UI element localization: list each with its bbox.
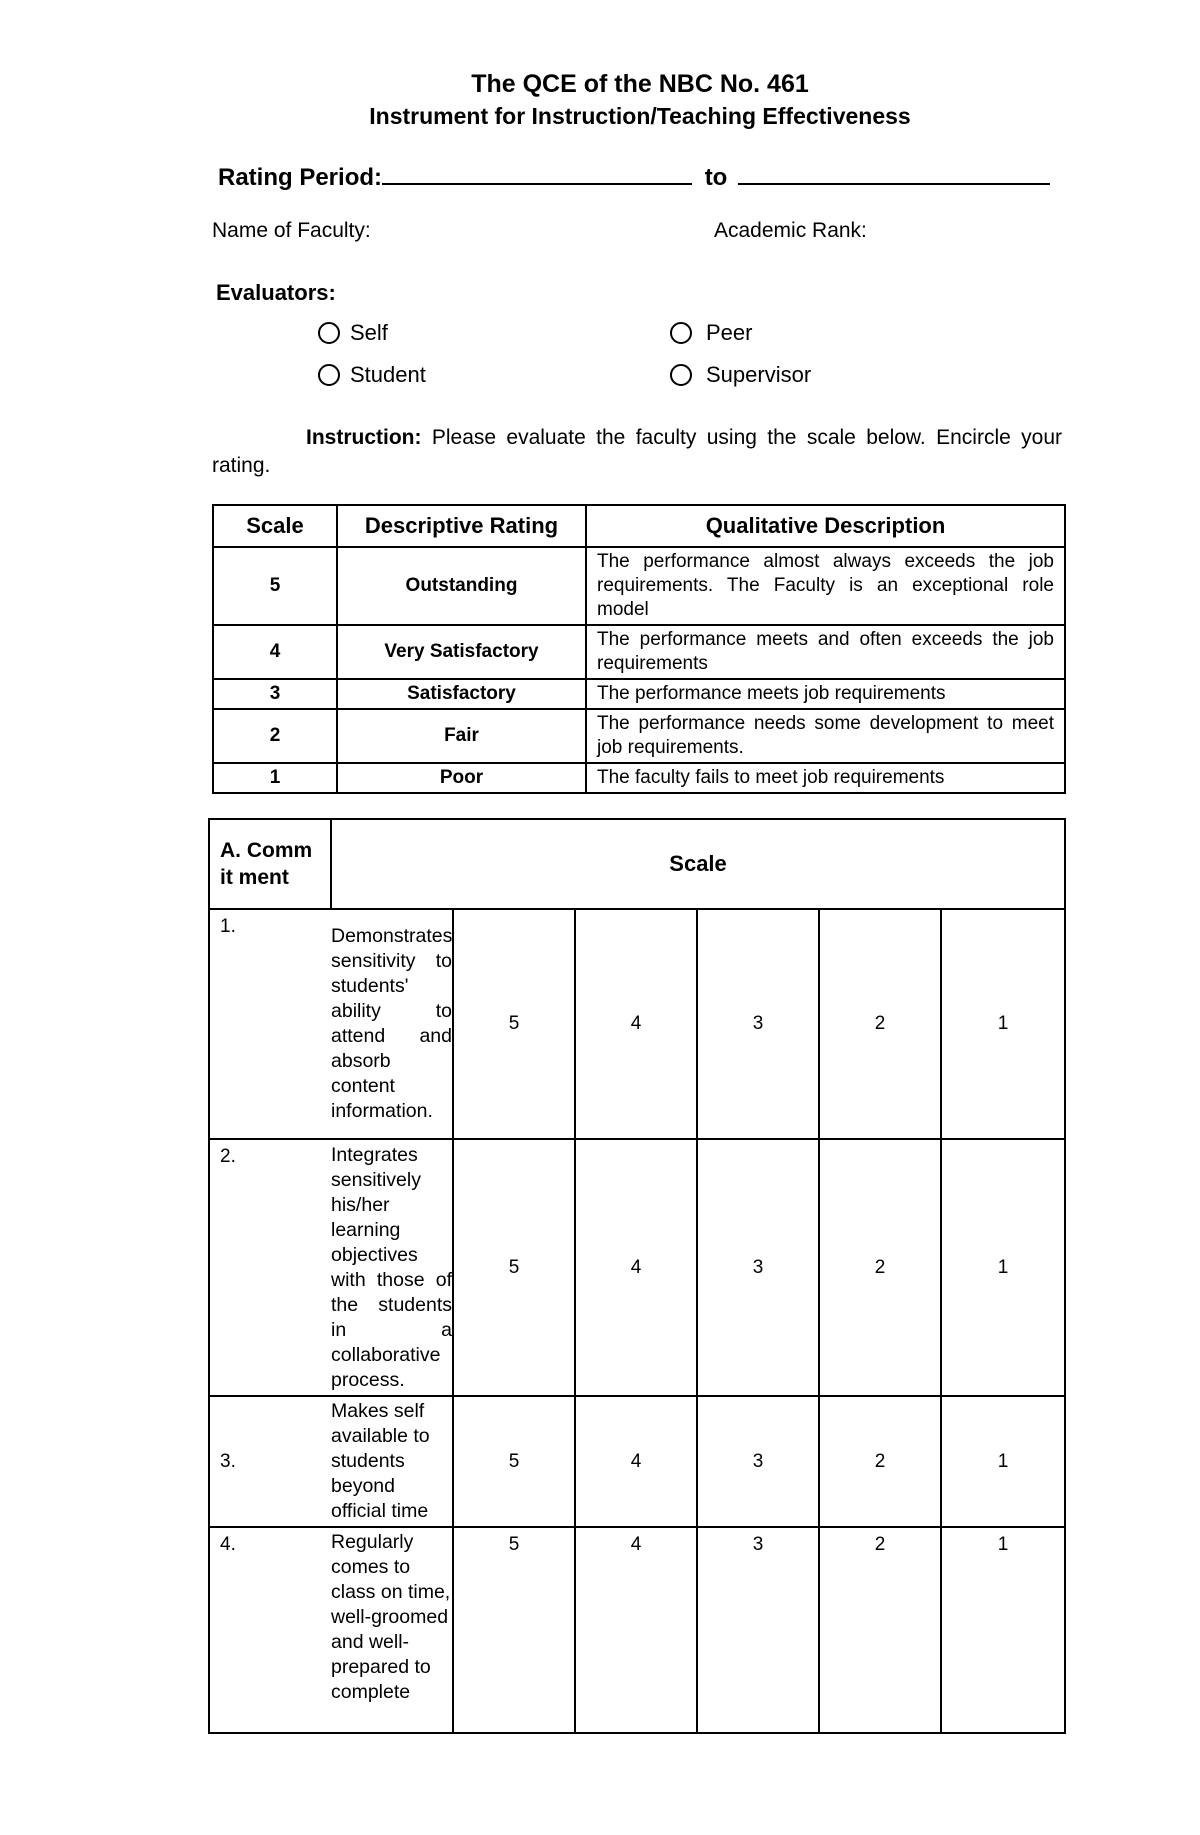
- evaluator-option-student[interactable]: [318, 362, 426, 388]
- rating-option[interactable]: 5: [453, 1396, 575, 1527]
- rating-option[interactable]: 5: [453, 1527, 575, 1733]
- instruction-label: Instruction:: [306, 426, 422, 449]
- rating-option[interactable]: 1: [941, 909, 1065, 1139]
- descriptive-rating: Outstanding: [337, 547, 586, 625]
- instruction-body: Please evaluate the faculty using the scale below. Encircle your rating.: [212, 426, 1062, 477]
- rating-option[interactable]: 4: [575, 1139, 697, 1396]
- descriptive-rating: Very Satisfactory: [337, 625, 586, 679]
- item-number: 3.: [209, 1396, 331, 1527]
- rating-option[interactable]: 4: [575, 1527, 697, 1733]
- evaluator-option-peer[interactable]: [670, 320, 752, 346]
- item-number: 4.: [209, 1527, 331, 1733]
- evaluator-option-supervisor[interactable]: [670, 362, 811, 388]
- item-description: Demonstrates sensitivity to students' ability to attend and absorb content information.: [331, 909, 453, 1139]
- rating-option[interactable]: 1: [941, 1139, 1065, 1396]
- scale-value: 2: [213, 709, 337, 763]
- item-description: Makes self available to students beyond official time: [331, 1396, 453, 1527]
- academic-rank-label: Academic Rank:: [714, 219, 867, 242]
- column-header: Scale: [213, 505, 337, 547]
- rating-option[interactable]: 1: [941, 1527, 1065, 1733]
- page-subtitle: Instrument for Instruction/Teaching Effectiveness: [369, 103, 911, 129]
- rating-option[interactable]: 2: [819, 1396, 941, 1527]
- rating-period-label: Rating Period:: [218, 164, 383, 191]
- commitment-table: [208, 818, 1066, 1734]
- rating-period: [218, 163, 1050, 192]
- rating-option[interactable]: 3: [697, 909, 819, 1139]
- evaluator-option-label: Student: [350, 362, 426, 387]
- table-header-row: [209, 819, 1065, 909]
- table-row: [213, 709, 1065, 763]
- item-description: Integrates sensitively his/her learning objectives with those of the students in a collaborative process.: [331, 1139, 453, 1396]
- radio-circle-icon[interactable]: [670, 364, 692, 386]
- scale-value: 1: [213, 763, 337, 793]
- item-number: 1.: [209, 909, 331, 1139]
- qualitative-description: The performance meets and often exceeds the job requirements: [586, 625, 1065, 679]
- section-heading-text: A. Commit ment: [220, 839, 313, 889]
- table-row: [209, 1527, 1065, 1733]
- evaluator-option-label: Peer: [706, 320, 753, 345]
- qualitative-description: The performance almost always exceeds the job requirements. The Faculty is an exceptional role model: [586, 547, 1065, 625]
- qualitative-description: The faculty fails to meet job requirements: [586, 763, 1065, 793]
- scale-header: Scale: [331, 819, 1065, 909]
- scale-value: 5: [213, 547, 337, 625]
- item-description: Regularly comes to class on time, well-groomed and well-prepared to complete: [331, 1527, 453, 1733]
- rating-option[interactable]: 3: [697, 1139, 819, 1396]
- descriptive-rating: Poor: [337, 763, 586, 793]
- rating-option[interactable]: 2: [819, 909, 941, 1139]
- rating-option[interactable]: 4: [575, 1396, 697, 1527]
- rating-period-end-blank[interactable]: [738, 163, 1050, 185]
- rating-option[interactable]: 5: [453, 1139, 575, 1396]
- table-row: [213, 679, 1065, 709]
- evaluator-option-self[interactable]: [318, 320, 388, 346]
- scale-value: 3: [213, 679, 337, 709]
- radio-circle-icon[interactable]: [318, 364, 340, 386]
- item-number: 2.: [209, 1139, 331, 1396]
- column-header: Descriptive Rating: [337, 505, 586, 547]
- table-row: [209, 909, 1065, 1139]
- section-heading: [209, 819, 331, 909]
- rating-period-start-blank[interactable]: [382, 163, 692, 185]
- table-row: [209, 1396, 1065, 1527]
- table-row: [209, 1139, 1065, 1396]
- rating-option[interactable]: 1: [941, 1396, 1065, 1527]
- evaluators-label: Evaluators:: [216, 280, 336, 305]
- table-row: [213, 763, 1065, 793]
- qualitative-description: The performance meets job requirements: [586, 679, 1065, 709]
- rating-scale-table: [212, 504, 1066, 794]
- table-row: [213, 625, 1065, 679]
- evaluator-option-label: Supervisor: [706, 362, 812, 387]
- instruction-text: [212, 424, 1062, 480]
- radio-circle-icon[interactable]: [318, 322, 340, 344]
- scale-value: 4: [213, 625, 337, 679]
- rating-period-to: to: [704, 164, 728, 191]
- rating-option[interactable]: 2: [819, 1527, 941, 1733]
- descriptive-rating: Satisfactory: [337, 679, 586, 709]
- faculty-name-label: Name of Faculty:: [212, 219, 371, 242]
- evaluator-option-label: Self: [350, 320, 388, 345]
- rating-option[interactable]: 3: [697, 1527, 819, 1733]
- column-header: Qualitative Description: [586, 505, 1065, 547]
- rating-option[interactable]: 4: [575, 909, 697, 1139]
- radio-circle-icon[interactable]: [670, 322, 692, 344]
- descriptive-rating: Fair: [337, 709, 586, 763]
- table-row: [213, 547, 1065, 625]
- rating-option[interactable]: 2: [819, 1139, 941, 1396]
- rating-option[interactable]: 5: [453, 909, 575, 1139]
- qualitative-description: The performance needs some development to meet job requirements.: [586, 709, 1065, 763]
- page-title: The QCE of the NBC No. 461: [471, 70, 809, 98]
- rating-option[interactable]: 3: [697, 1396, 819, 1527]
- table-header-row: [213, 505, 1065, 547]
